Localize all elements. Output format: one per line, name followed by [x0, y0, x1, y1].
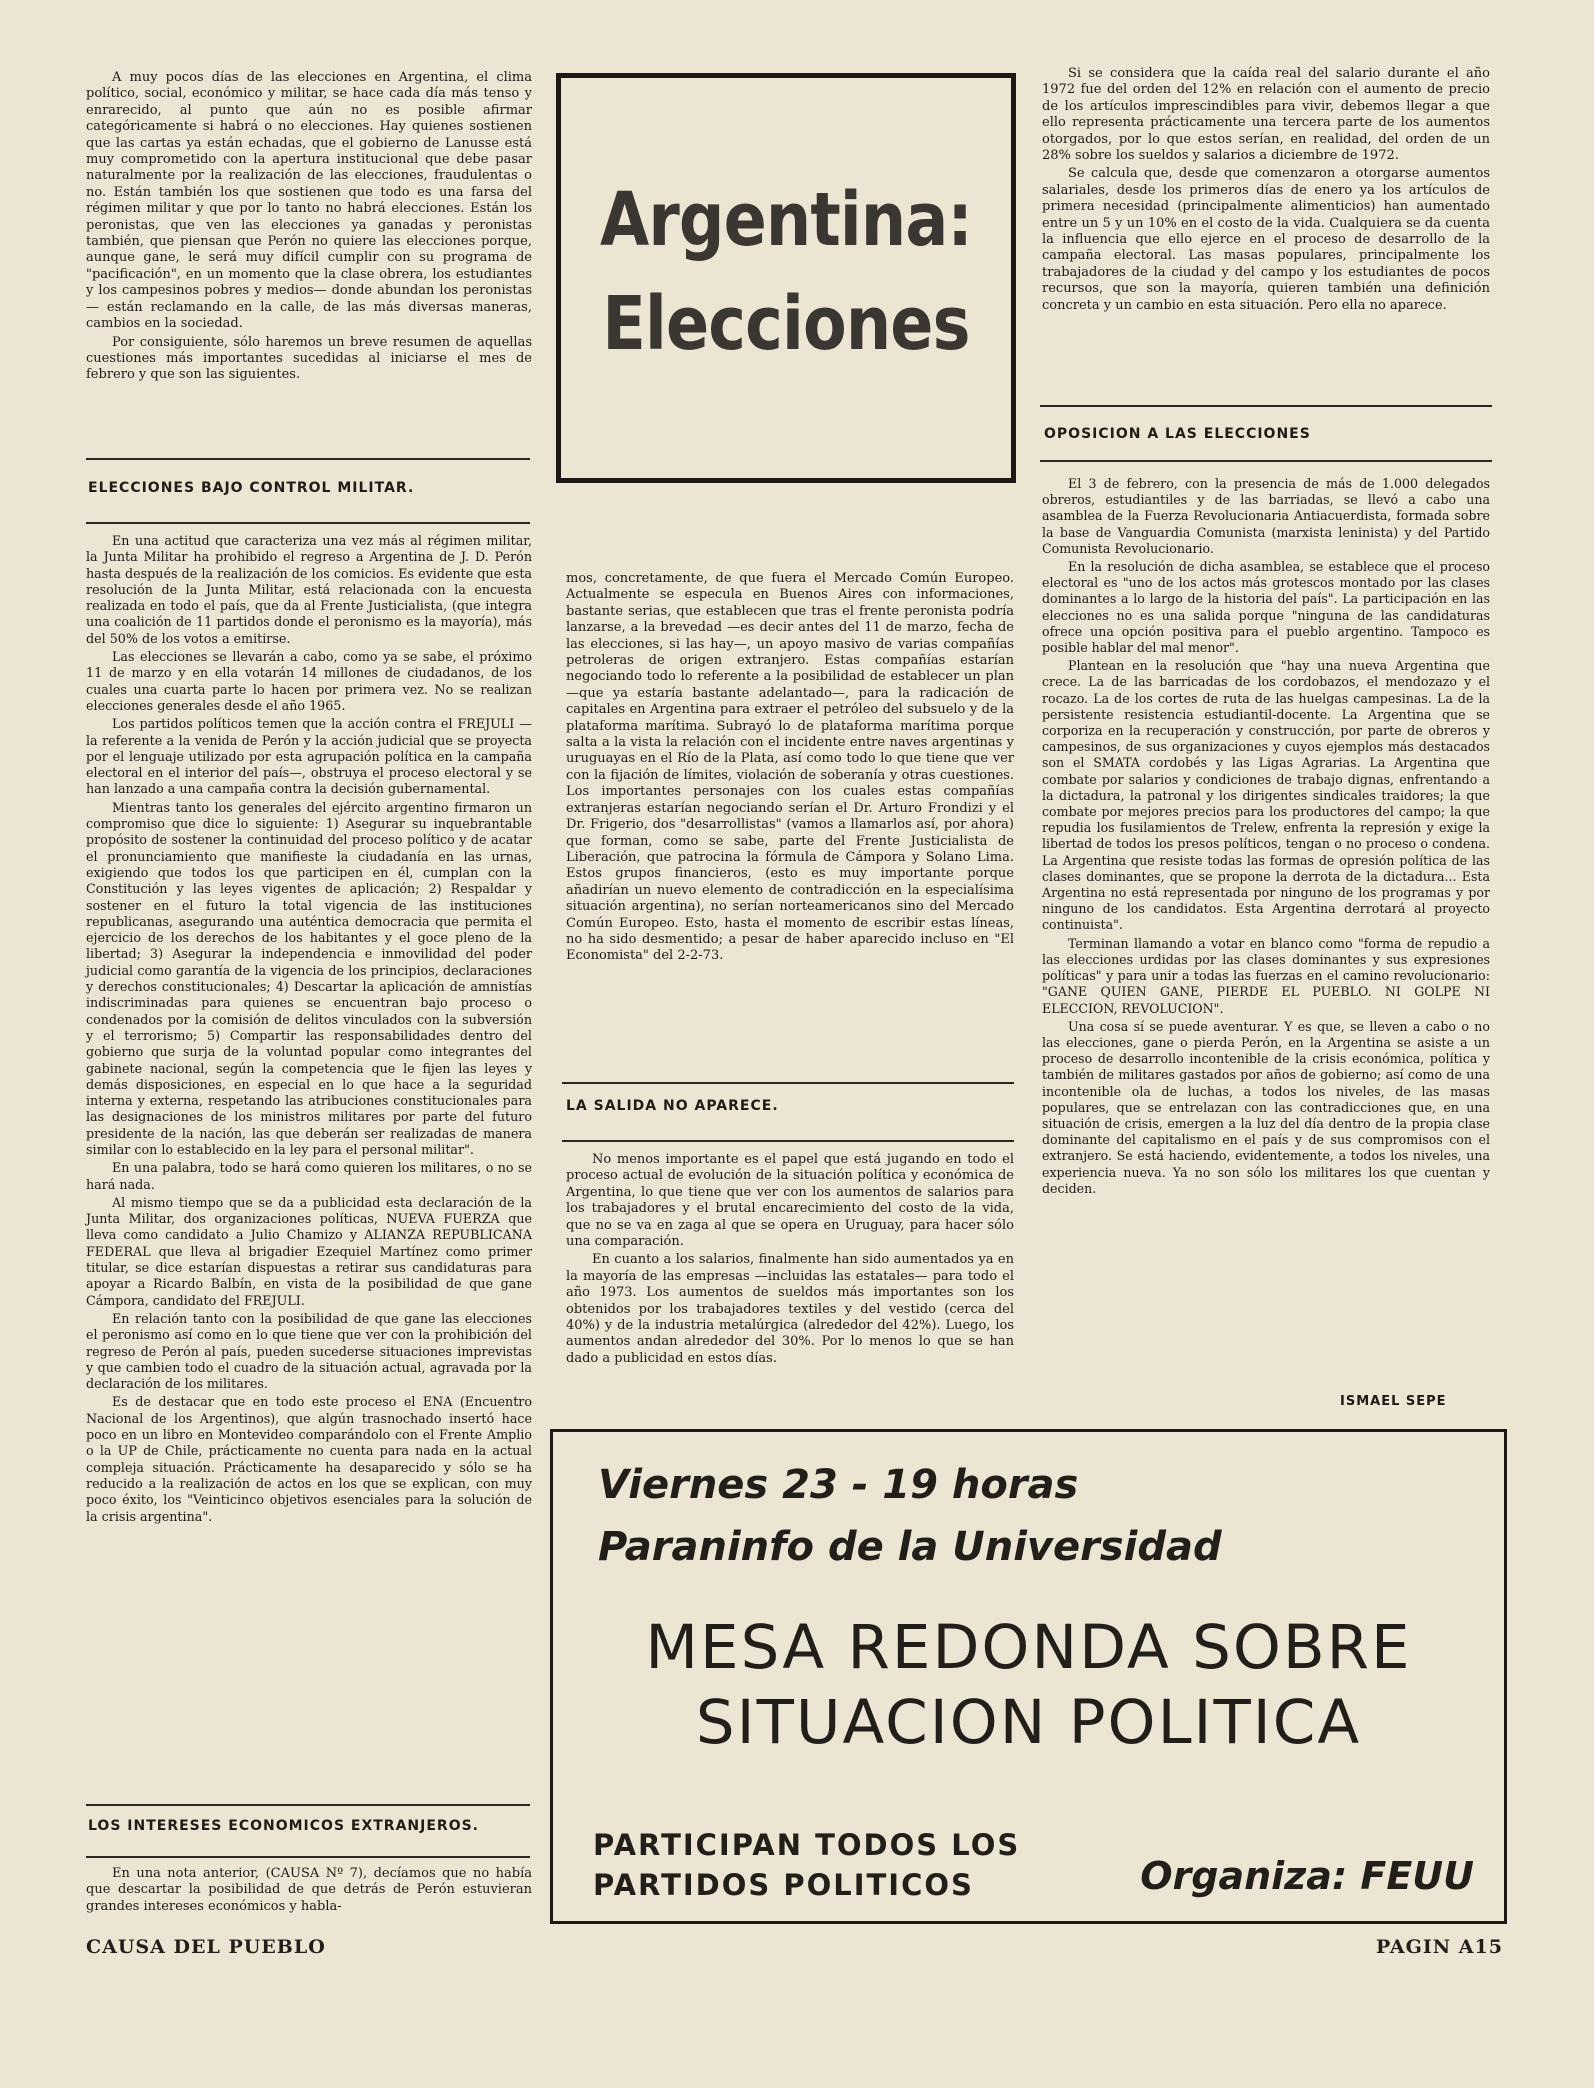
paragraph: Los partidos políticos temen que la acción contra el FREJULI —la referente a la venida de Perón y la acción judicial que se proyecta por el lenguaje utilizado por esta agrupación política en la campaña electoral en el interior del país—, obstruya el proceso electoral y se han lanzado a una campaña contra la decisión gubernamental.: [86, 716, 532, 797]
paragraph: El 3 de febrero, con la presencia de más de 1.000 delegados obreros, estudiantiles y de las barriadas, se llevó a cabo una asamblea de la Fuerza Revolucionaria Antiacuerdista, formada sobre la base de Vanguardia Comunista (marxista leninista) y del Partido Comunista Revolucionario.: [1042, 476, 1490, 556]
headline-box: [556, 73, 1016, 483]
event-date: Viernes 23 - 19 horas: [598, 1462, 1079, 1508]
event-title: SITUACION POLITICA: [695, 1687, 1362, 1758]
paragraph: Mientras tanto los generales del ejército argentino firmaron un compromiso que dice lo siguiente: 1) Asegurar su inquebrantable propósito de sostener la continuidad del proceso político y de acatar el pronunciamiento que manifieste la ciudadanía en las urnas, exigiendo que todos los que participen en él, cumplan con la Constitución y las leyes vigentes de aplicación; 2) Respaldar y sostener en el futuro la total vigencia de las instituciones republicanas, asegurando una auténtica democracia que permita el ejercicio de los derechos de los habitantes y el goce pleno de la libertad; 3) Asegurar la independencia e inmovilidad del poder judicial como garantía de la vigencia de los principios, declaraciones y derechos constitucionales; 4) Descartar la aplicación de amnistías indiscriminadas para quienes se encuentran bajo proceso o condenados por la comisión de delitos vinculados con la subversión y el terrorismo; 5) Compartir las responsabilidades dentro del gobierno que surja de la voluntad popular como integrantes del gabinete nacional, según la competencia que le fijen las leyes y demás disposiciones, en especial en lo que hace a la seguridad interna y externa, respetando las atribuciones constitucionales para las designaciones de los ministros militares por parte del futuro presidente de la nación, las que deberán ser realizadas de manera similar con lo establecido en la ley para el personal militar".: [86, 799, 532, 1157]
section-text: [566, 571, 1014, 967]
author-byline: ISMAEL SEPE: [1340, 1394, 1447, 1409]
section-rule: [86, 1856, 530, 1858]
paragraph: Al mismo tiempo que se da a publicidad esta declaración de la Junta Militar, dos organizaciones políticas, NUEVA FUERZA que lleva como candidato a Julio Chamizo y ALIANZA REPUBLICANA FEDERAL que lleva al brigadier Ezequiel Martínez como primer titular, se dice estarían dispuestas a retirar sus candidaturas para apoyar a Ricardo Balbín, en vista de la posibilidad de que gane Cámpora, candidato del FREJULI.: [86, 1194, 532, 1308]
paragraph: En una nota anterior, (CAUSA Nº 7), decíamos que no había que descartar la posibilidad de que detrás de Perón estuvieran grandes intereses económicos y habla-: [86, 1866, 532, 1914]
section-heading: ELECCIONES BAJO CONTROL MILITAR.: [88, 480, 415, 496]
section-text: [566, 1152, 1014, 1369]
paragraph: Es de destacar que en todo este proceso el ENA (Encuentro Nacional de los Argentinos), que algún trasnochado insertó hace poco en un libro en Montevideo comparándolo con el Frente Amplio o la UP de Chile, prácticamente no cuenta para nada en la actual compleja situación. Prácticamente ha desaparecido y sólo se ha reducido a la realización de actos en los que se explican, con muy poco éxito, los "Veinticinco objetivos esenciales para la solución de la crisis argentina".: [86, 1394, 532, 1524]
intro-text: [86, 70, 532, 386]
section-text: [1042, 66, 1490, 316]
paragraph: Plantean en la resolución que "hay una nueva Argentina que crece. La de las barricadas de los cordobazos, el mendozazo y el rocazo. La de los cortes de ruta de las huelgas campesinas. La de la persistente resistencia estudiantil-docente. La Argentina que se corporiza en la recuperación y construcción, por parte de obreros y campesinos, de sus organizaciones y cuyos ejemplos más destacados son el SMATA cordobés y las Ligas Agrarias. La Argentina que combate por salarios y condiciones de trabajo dignas, enfrentando a la dictadura, la patronal y los dirigentes sindicales traidores; la que combate por mejores precios para los productores del campo; la que repudia los fusilamientos de Trelew, enfrenta la represión y exige la libertad de todos los presos políticos, tengan o no proceso o condena. La Argentina que resiste todas las formas de opresión política de las clases dominantes, que se propone la derrota de la dictadura... Esta Argentina no está representada por ninguno de los programas y por ninguno de los candidatos. Esta Argentina derrotará al proyecto continuista".: [1042, 658, 1490, 933]
event-title: MESA REDONDA SOBRE: [645, 1612, 1412, 1683]
event-advertisement: [550, 1429, 1507, 1924]
section-text: [86, 1866, 532, 1917]
paragraph: Por consiguiente, sólo haremos un breve resumen de aquellas cuestiones más importantes sucedidas al iniciarse el mes de febrero y que son las siguientes.: [86, 334, 532, 383]
paragraph: Las elecciones se llevarán a cabo, como ya se sabe, el próximo 11 de marzo y en ella votarán 14 millones de ciudadanos, de los cuales una cuarta parte lo hacen por primera vez. No se realizan elecciones generales desde el año 1965.: [86, 649, 532, 713]
event-participants: PARTIDOS POLITICOS: [593, 1868, 974, 1902]
paragraph: Si se considera que la caída real del salario durante el año 1972 fue del orden del 12% en relación con el aumento de precio de los artículos imprescindibles para vivir, debemos llegar a que ello representa prácticamente una tercera parte de los aumentos otorgados, por lo que estos serían, en realidad, del orden de un 28% sobre los sueldos y salarios a diciembre de 1972.: [1042, 66, 1490, 164]
section-rule: [86, 458, 530, 460]
paragraph: En la resolución de dicha asamblea, se establece que el proceso electoral es "uno de los actos más grotescos montado por las clases dominantes a lo largo de la historia del país". La participación en las elecciones no es una salida porque "ninguna de las candidaturas ofrece una opción positiva para el pueblo argentino. Tampoco es posible hablar del mal menor".: [1042, 559, 1490, 656]
section-rule: [1040, 405, 1492, 407]
paragraph: En una palabra, todo se hará como quieren los militares, o no se hará nada.: [86, 1160, 532, 1192]
section-heading: LOS INTERESES ECONOMICOS EXTRANJEROS.: [88, 1818, 479, 1834]
section-heading: OPOSICION A LAS ELECCIONES: [1044, 426, 1311, 442]
paragraph: En relación tanto con la posibilidad de que gane las elecciones el peronismo así como en lo que tiene que ver con la prohibición del regreso de Perón al país, pueden sucederse situaciones imprevistas y que cambien todo el cuadro de la situación actual, agravada por la declaración de los militares.: [86, 1310, 532, 1392]
event-organizer: Organiza: FEUU: [1140, 1854, 1474, 1898]
section-heading: LA SALIDA NO APARECE.: [566, 1098, 779, 1114]
section-text: [1042, 476, 1490, 1199]
headline-line: Argentina:: [599, 177, 973, 263]
section-rule: [86, 1804, 530, 1806]
paragraph: Terminan llamando a votar en blanco como "forma de repudio a las elecciones urdidas por las clases dominantes y sus expresiones políticas" y para unir a todas las fuerzas en el camino revolucionario: "GANE QUIEN GANE, PIERDE EL PUEBLO. NI GOLPE NI ELECCION, REVOLUCION".: [1042, 935, 1490, 1016]
event-venue: Paraninfo de la Universidad: [598, 1524, 1222, 1570]
paragraph: Se calcula que, desde que comenzaron a otorgarse aumentos salariales, desde los primeros días de enero ya los artículos de primera necesidad (principalmente alimenticios) han aumentado entre un 5 y un 10% en el costo de la vida. Cualquiera se da cuenta la influencia que ello ejerce en el proceso de desarrollo de la campaña electoral. Las masas populares, principalmente los trabajadores de la ciudad y del campo y los estudiantes de pocos recursos, que son la mayoría, quieren también una definición concreta y un cambio en esta situación. Pero ella no aparece.: [1042, 166, 1490, 313]
headline-line: Elecciones: [602, 281, 970, 367]
publication-name: CAUSA DEL PUEBLO: [86, 1936, 326, 1958]
paragraph: Una cosa sí se puede aventurar. Y es que, se lleven a cabo o no las elecciones, gane o pierda Perón, en la Argentina se asiste a un proceso de desarrollo incontenible de la crisis económica, política y también de militares gastados por años de gobierno; así como de una incontenible ola de luchas, a todos los niveles, de las masas populares, que se entrelazan con las contradicciones que, en una situación de crisis, emergen a la luz del día dentro de la propia clase dominante del capitalismo en el país y de sus compromisos con el extranjero. Se está haciendo, evidentemente, a todos los niveles, una experiencia nueva. Ya no son sólo los militares los que cuentan y deciden.: [1042, 1018, 1490, 1196]
section-rule: [562, 1140, 1014, 1142]
paragraph: No menos importante es el papel que está jugando en todo el proceso actual de evolución de la situación política y económica de Argentina, lo que tiene que ver con los aumentos de salarios para los trabajadores y el brutal encarecimiento del costo de la vida, que no se va en zaga al que se opera en Uruguay, para hacer sólo una comparación.: [566, 1152, 1014, 1250]
paragraph: mos, concretamente, de que fuera el Mercado Común Europeo. Actualmente se especula en Buenos Aires con informaciones, bastante serias, que establecen que tras el frente peronista podría lanzarse, a la brevedad —es decir antes del 11 de marzo, fecha de las elecciones, si las hay—, un apoyo masivo de varias compañías petroleras de origen extranjero. Estas compañías estarían negociando todo lo referente a la posibilidad de establecer un plan —que ya estaría bastante adelantado—, para la radicación de capitales en Argentina para extraer el petróleo del subsuelo y de la plataforma marítima. Subrayó lo de plataforma marítima porque salta a la vista la relación con el incidente entre naves argentinas y uruguayas en el Río de la Plata, así como todo lo que tiene que ver con la fijación de límites, violación de soberanía y otras cuestiones. Los importantes personajes con los cuales estas compañías extranjeras estarían negociando serían el Dr. Arturo Frondizi y el Dr. Frigerio, dos "desarrollistas" (vamos a llamarlos así, por ahora) que forman, como se sabe, parte del Frente Justicialista de Liberación, que patrocina la fórmula de Cámpora y Solano Lima. Estos grupos financieros, (esto es muy importante porque añadirían un nuevo elemento de contradicción en la especialísima situación argentina), no serían norteamericanos sino del Mercado Común Europeo. Esto, hasta el momento de escribir estas líneas, no ha sido desmentido; a pesar de haber aparecido incluso en "El Economista" del 2-2-73.: [566, 571, 1014, 964]
headline: [593, 168, 980, 376]
section-rule: [562, 1082, 1014, 1084]
paragraph: A muy pocos días de las elecciones en Argentina, el clima político, social, económico y militar, se hace cada día más tenso y enrarecido, al punto que aún no es posible afirmar categóricamente si habrá o no elecciones. Hay quienes sostienen que las cartas ya están echadas, que el gobierno de Lanusse está muy comprometido con la apertura institucional que debe pasar naturalmente por la realización de las elecciones, fraudulentas o no. Están también los que sostienen que todo es una farsa del régimen militar y que por lo tanto no habrá elecciones. Están los peronistas, que ven las elecciones ya ganadas y peronistas también, que piensan que Perón no quiere las elecciones porque, aunque gane, le será muy difícil cumplir con su programa de "pacificación", en un momento que la clase obrera, los estudiantes y los campesinos pobres y medios— donde abundan los peronistas— están reclamando en la calle, de las más diversas maneras, cambios en la sociedad.: [86, 70, 532, 332]
section-rule: [1040, 460, 1492, 462]
section-text: [86, 533, 532, 1527]
section-rule: [86, 522, 530, 524]
paragraph: En una actitud que caracteriza una vez más al régimen militar, la Junta Militar ha prohibido el regreso a Argentina de J. D. Perón hasta después de la realización de los comicios. Es evidente que esta resolución de la Junta Militar, está relacionada con la encuesta realizada en todo el país, que da al Frente Justicialista, (que integra una coalición de 11 partidos donde el peronismo es la mayoría), más del 50% de los votos a emitirse.: [86, 533, 532, 646]
page-number: PAGIN A15: [1376, 1936, 1503, 1958]
paragraph: En cuanto a los salarios, finalmente han sido aumentados ya en la mayoría de las empresas —incluidas las estatales— para todo el año 1973. Los aumentos de sueldos más importantes son los obtenidos por los trabajadores textiles y del vestido (cerca del 40%) y de la industria metalúrgica (alrededor del 42%). Luego, los aumentos andan alrededor del 30%. Por lo menos lo que se han dado a publicidad en estos días.: [566, 1252, 1014, 1366]
event-participants: PARTICIPAN TODOS LOS: [593, 1828, 1021, 1862]
